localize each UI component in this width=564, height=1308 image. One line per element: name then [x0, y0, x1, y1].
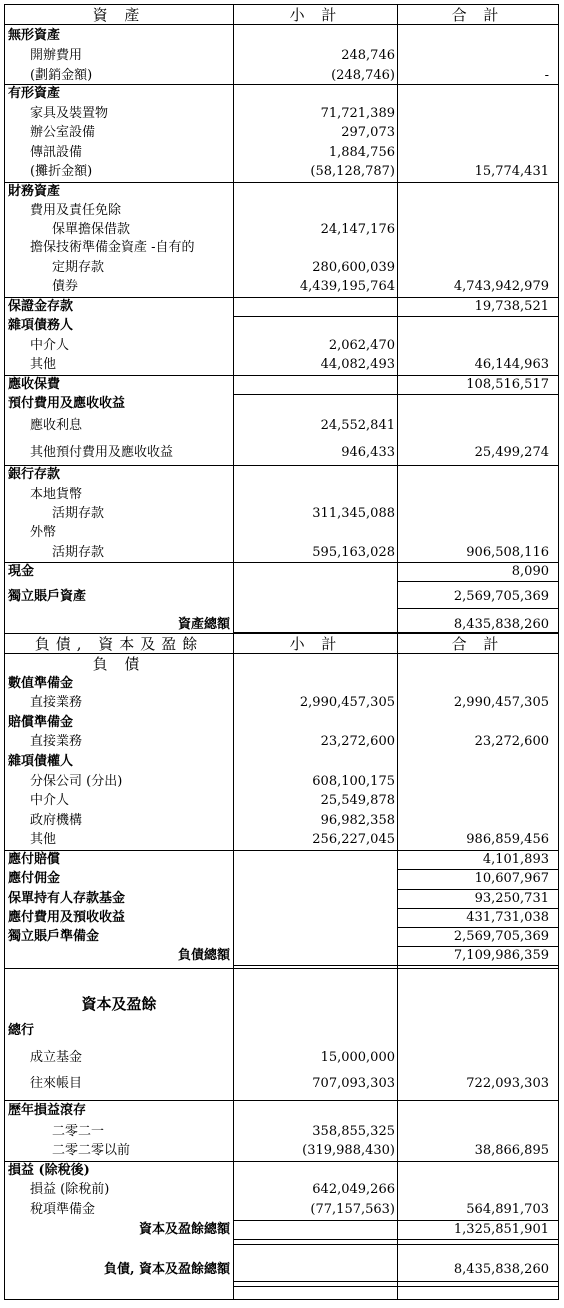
table-row	[5, 298, 558, 316]
row-label: 損益 (除稅前)	[30, 1182, 110, 1197]
horizontal-rule	[5, 562, 558, 563]
row-label: 保單擔保借款	[52, 222, 131, 237]
table-row	[5, 444, 558, 462]
table-row	[5, 588, 558, 606]
total-value: 722,093,303	[466, 1076, 549, 1091]
row-label: 稅項準備金	[30, 1202, 96, 1217]
total-value: 7,109,986,359	[453, 948, 549, 963]
row-label: 應收保費	[8, 377, 61, 392]
row-label: 保證金存款	[8, 299, 74, 314]
horizontal-rule	[397, 927, 558, 928]
horizontal-rule	[233, 316, 558, 317]
assets-header-label: 資 產	[92, 6, 146, 24]
subtotal-value: (248,746)	[331, 68, 395, 83]
horizontal-rule	[397, 608, 558, 609]
subtotal-value: 15,000,000	[320, 1050, 395, 1065]
horizontal-rule	[233, 1239, 558, 1240]
table-row	[5, 278, 558, 296]
total-value: 15,774,431	[474, 164, 549, 179]
table-row	[5, 144, 558, 162]
row-label: 應付費用及預收收益	[8, 910, 126, 925]
row-label: 成立基金	[30, 1050, 83, 1065]
table-row	[5, 376, 558, 394]
total-value: 93,250,731	[474, 891, 549, 906]
row-label: 財務資產	[8, 184, 61, 199]
row-label: 分保公司 (分出)	[30, 774, 123, 789]
subtotal-value: (77,157,563)	[310, 1202, 395, 1217]
subtotal-value: 946,433	[341, 445, 395, 460]
row-label: 賠償準備金	[8, 715, 74, 730]
table-row	[5, 694, 558, 712]
table-row	[5, 239, 558, 257]
subtotal-value: (319,988,430)	[302, 1143, 395, 1158]
subtotal-value: 248,746	[341, 48, 395, 63]
table-row	[5, 466, 558, 484]
subtotal-value: 707,093,303	[312, 1076, 395, 1091]
liab-subtotal-header: 小 計	[289, 635, 343, 653]
row-label: 費用及責任免除	[30, 203, 122, 218]
row-label: 有形資產	[8, 86, 61, 101]
balance-sheet	[4, 4, 559, 1300]
table-row	[5, 105, 558, 123]
row-label: 資本及盈餘	[81, 995, 157, 1013]
row-label: 應付賠償	[8, 852, 61, 867]
row-label: 中介人	[30, 793, 70, 808]
horizontal-rule	[5, 465, 558, 466]
row-label: 銀行存款	[8, 467, 61, 482]
row-label: 活期存款	[52, 506, 105, 521]
table-row	[5, 67, 558, 85]
row-label: 其他	[30, 357, 57, 372]
row-label: 現金	[8, 564, 35, 579]
subtotal-value: 595,163,028	[312, 545, 395, 560]
horizontal-rule	[397, 946, 558, 947]
table-row	[5, 995, 558, 1013]
total-value: 2,990,457,305	[453, 695, 549, 710]
row-label: 保單持有人存款基金	[8, 891, 126, 906]
subtotal-value: (58,128,787)	[310, 164, 395, 179]
row-label: 活期存款	[52, 545, 105, 560]
subtotal-value: 96,982,358	[320, 813, 395, 828]
table-row	[5, 417, 558, 435]
subtotal-value: 25,549,878	[320, 793, 395, 808]
table-row	[5, 870, 558, 888]
table-row	[5, 505, 558, 523]
row-label: 應收利息	[30, 418, 83, 433]
total-value: 19,738,521	[474, 299, 549, 314]
row-label: 二零二一	[52, 1124, 105, 1139]
subtotal-value: 23,272,600	[320, 734, 395, 749]
row-label: 直接業務	[30, 695, 83, 710]
row-label: 家具及裝置物	[30, 106, 109, 121]
table-row	[5, 1075, 558, 1093]
table-row	[5, 733, 558, 751]
table-row	[5, 1261, 558, 1279]
liab-total-header: 合 計	[451, 635, 505, 653]
total-header: 合 計	[451, 6, 505, 24]
row-label: 定期存款	[52, 260, 105, 275]
horizontal-rule	[5, 1100, 558, 1101]
table-row	[5, 1162, 558, 1180]
table-row	[5, 675, 558, 693]
table-row	[5, 356, 558, 374]
table-row	[5, 563, 558, 581]
table-row	[5, 524, 558, 542]
liabilities-subtitle	[5, 654, 558, 674]
total-value: 108,516,517	[466, 377, 549, 392]
table-row	[5, 47, 558, 65]
table-row	[5, 1142, 558, 1160]
header-rule	[5, 24, 558, 25]
total-value: 46,144,963	[474, 357, 549, 372]
subtotal-value: 358,855,325	[312, 1124, 395, 1139]
row-label: (攤折金額)	[30, 164, 93, 179]
horizontal-rule	[397, 869, 558, 870]
row-label: 總行	[8, 1023, 35, 1038]
row-label: 資產總額	[177, 617, 230, 632]
row-label: 直接業務	[30, 734, 83, 749]
total-value: 986,859,456	[466, 832, 549, 847]
row-label: 二零二零以前	[52, 1143, 131, 1158]
total-value: 431,731,038	[466, 910, 549, 925]
row-label: 開辦費用	[30, 48, 83, 63]
subtotal-value: 2,062,470	[328, 338, 395, 353]
subtotal-value: 24,147,176	[320, 222, 395, 237]
horizontal-rule	[397, 908, 558, 909]
table-row	[5, 947, 558, 965]
table-row	[5, 1181, 558, 1199]
table-row	[5, 395, 558, 413]
subtotal-value: 256,227,045	[312, 832, 395, 847]
table-row	[5, 773, 558, 791]
table-row	[5, 163, 558, 181]
row-label: 無形資產	[8, 28, 61, 43]
subtotal-value: 280,600,039	[312, 260, 395, 275]
horizontal-rule	[397, 581, 558, 582]
table-row	[5, 792, 558, 810]
horizontal-rule	[5, 84, 558, 85]
subtotal-value: 71,721,389	[320, 106, 395, 121]
horizontal-rule	[233, 965, 558, 966]
subtotal-value: 608,100,175	[312, 774, 395, 789]
total-value: 4,101,893	[482, 852, 549, 867]
assets-header	[5, 5, 558, 25]
table-row	[5, 337, 558, 355]
row-label: (劃銷金額)	[30, 68, 93, 83]
row-label: 數值準備金	[8, 676, 74, 691]
row-label: 獨立賬戶準備金	[8, 929, 100, 944]
subtotal-value: 297,073	[341, 125, 395, 140]
row-label: 政府機構	[30, 813, 83, 828]
horizontal-rule	[233, 1220, 558, 1221]
row-label: 預付費用及應收收益	[8, 396, 126, 411]
horizontal-rule	[5, 1161, 558, 1162]
table-row	[5, 317, 558, 335]
table-row	[5, 714, 558, 732]
row-label: 負債, 資本及盈餘總額	[103, 1262, 230, 1277]
total-value: 2,569,705,369	[453, 589, 549, 604]
table-row	[5, 124, 558, 142]
horizontal-rule	[5, 297, 558, 298]
row-label: 本地貨幣	[30, 487, 83, 502]
total-value: 23,272,600	[474, 734, 549, 749]
row-label: 其他	[30, 832, 57, 847]
subtotal-value: 4,439,195,764	[299, 279, 395, 294]
subtotal-value: 44,082,493	[320, 357, 395, 372]
table-row	[5, 221, 558, 239]
horizontal-rule	[233, 1244, 558, 1245]
row-label: 中介人	[30, 338, 70, 353]
horizontal-rule	[233, 394, 558, 395]
subtotal-value: 311,345,088	[312, 506, 395, 521]
total-value: -	[544, 68, 549, 83]
horizontal-rule	[233, 632, 558, 633]
row-label: 辦公室設備	[30, 125, 96, 140]
total-value: 8,435,838,260	[453, 617, 549, 632]
table-row	[5, 909, 558, 927]
row-label: 往來帳目	[30, 1076, 83, 1091]
subtotal-value: 2,990,457,305	[299, 695, 395, 710]
row-label: 外幣	[30, 525, 57, 540]
subtotal-value: 1,884,756	[328, 145, 395, 160]
table-row	[5, 1201, 558, 1219]
horizontal-rule	[5, 182, 558, 183]
table-row	[5, 753, 558, 771]
liabilities-header	[5, 634, 558, 654]
table-row	[5, 259, 558, 277]
table-row	[5, 812, 558, 830]
row-label: 損益 (除稅後)	[8, 1163, 90, 1178]
table-row	[5, 1102, 558, 1120]
subtotal-value: 24,552,841	[320, 418, 395, 433]
liabilities-subtitle-text: 負 債	[92, 655, 146, 673]
row-label: 其他預付費用及應收收益	[30, 445, 174, 460]
horizontal-rule	[397, 889, 558, 890]
subtotal-value: 642,049,266	[312, 1182, 395, 1197]
table-row	[5, 27, 558, 45]
table-row	[5, 486, 558, 504]
table-row	[5, 890, 558, 908]
table-row	[5, 1022, 558, 1040]
total-value: 906,508,116	[466, 545, 549, 560]
total-value: 8,090	[511, 564, 549, 579]
horizontal-rule	[5, 968, 558, 969]
horizontal-rule	[5, 375, 558, 376]
row-label: 歷年損益滾存	[8, 1103, 87, 1118]
row-label: 獨立賬戶資產	[8, 589, 87, 604]
table-row	[5, 831, 558, 849]
horizontal-rule	[5, 850, 558, 851]
table-row	[5, 85, 558, 103]
table-row	[5, 183, 558, 201]
total-value: 2,569,705,369	[453, 929, 549, 944]
table-row	[5, 928, 558, 946]
total-value: 4,743,942,979	[453, 279, 549, 294]
row-label: 傳訊設備	[30, 145, 83, 160]
total-value: 1,325,851,901	[453, 1222, 549, 1237]
table-row	[5, 1049, 558, 1067]
table-row	[5, 202, 558, 220]
liabilities-header-label: 負債, 資本及盈餘	[34, 635, 204, 653]
table-row	[5, 1221, 558, 1239]
row-label: 負債總額	[177, 948, 230, 963]
horizontal-rule	[233, 1281, 558, 1282]
row-label: 債券	[52, 279, 79, 294]
table-row	[5, 544, 558, 562]
total-value: 564,891,703	[466, 1202, 549, 1217]
total-value: 25,499,274	[474, 445, 549, 460]
subtotal-header: 小 計	[289, 6, 343, 24]
total-value: 8,435,838,260	[453, 1262, 549, 1277]
row-label: 資本及盈餘總額	[138, 1222, 230, 1237]
row-label: 雜項債權人	[8, 754, 74, 769]
total-value: 10,607,967	[474, 871, 549, 886]
table-row	[5, 851, 558, 869]
total-value: 38,866,895	[474, 1143, 549, 1158]
horizontal-rule	[233, 1286, 558, 1287]
row-label: 應付佣金	[8, 871, 61, 886]
row-label: 雜項債務人	[8, 318, 74, 333]
row-label: 擔保技術準備金資產 -自有的	[30, 240, 195, 255]
table-row	[5, 1123, 558, 1141]
